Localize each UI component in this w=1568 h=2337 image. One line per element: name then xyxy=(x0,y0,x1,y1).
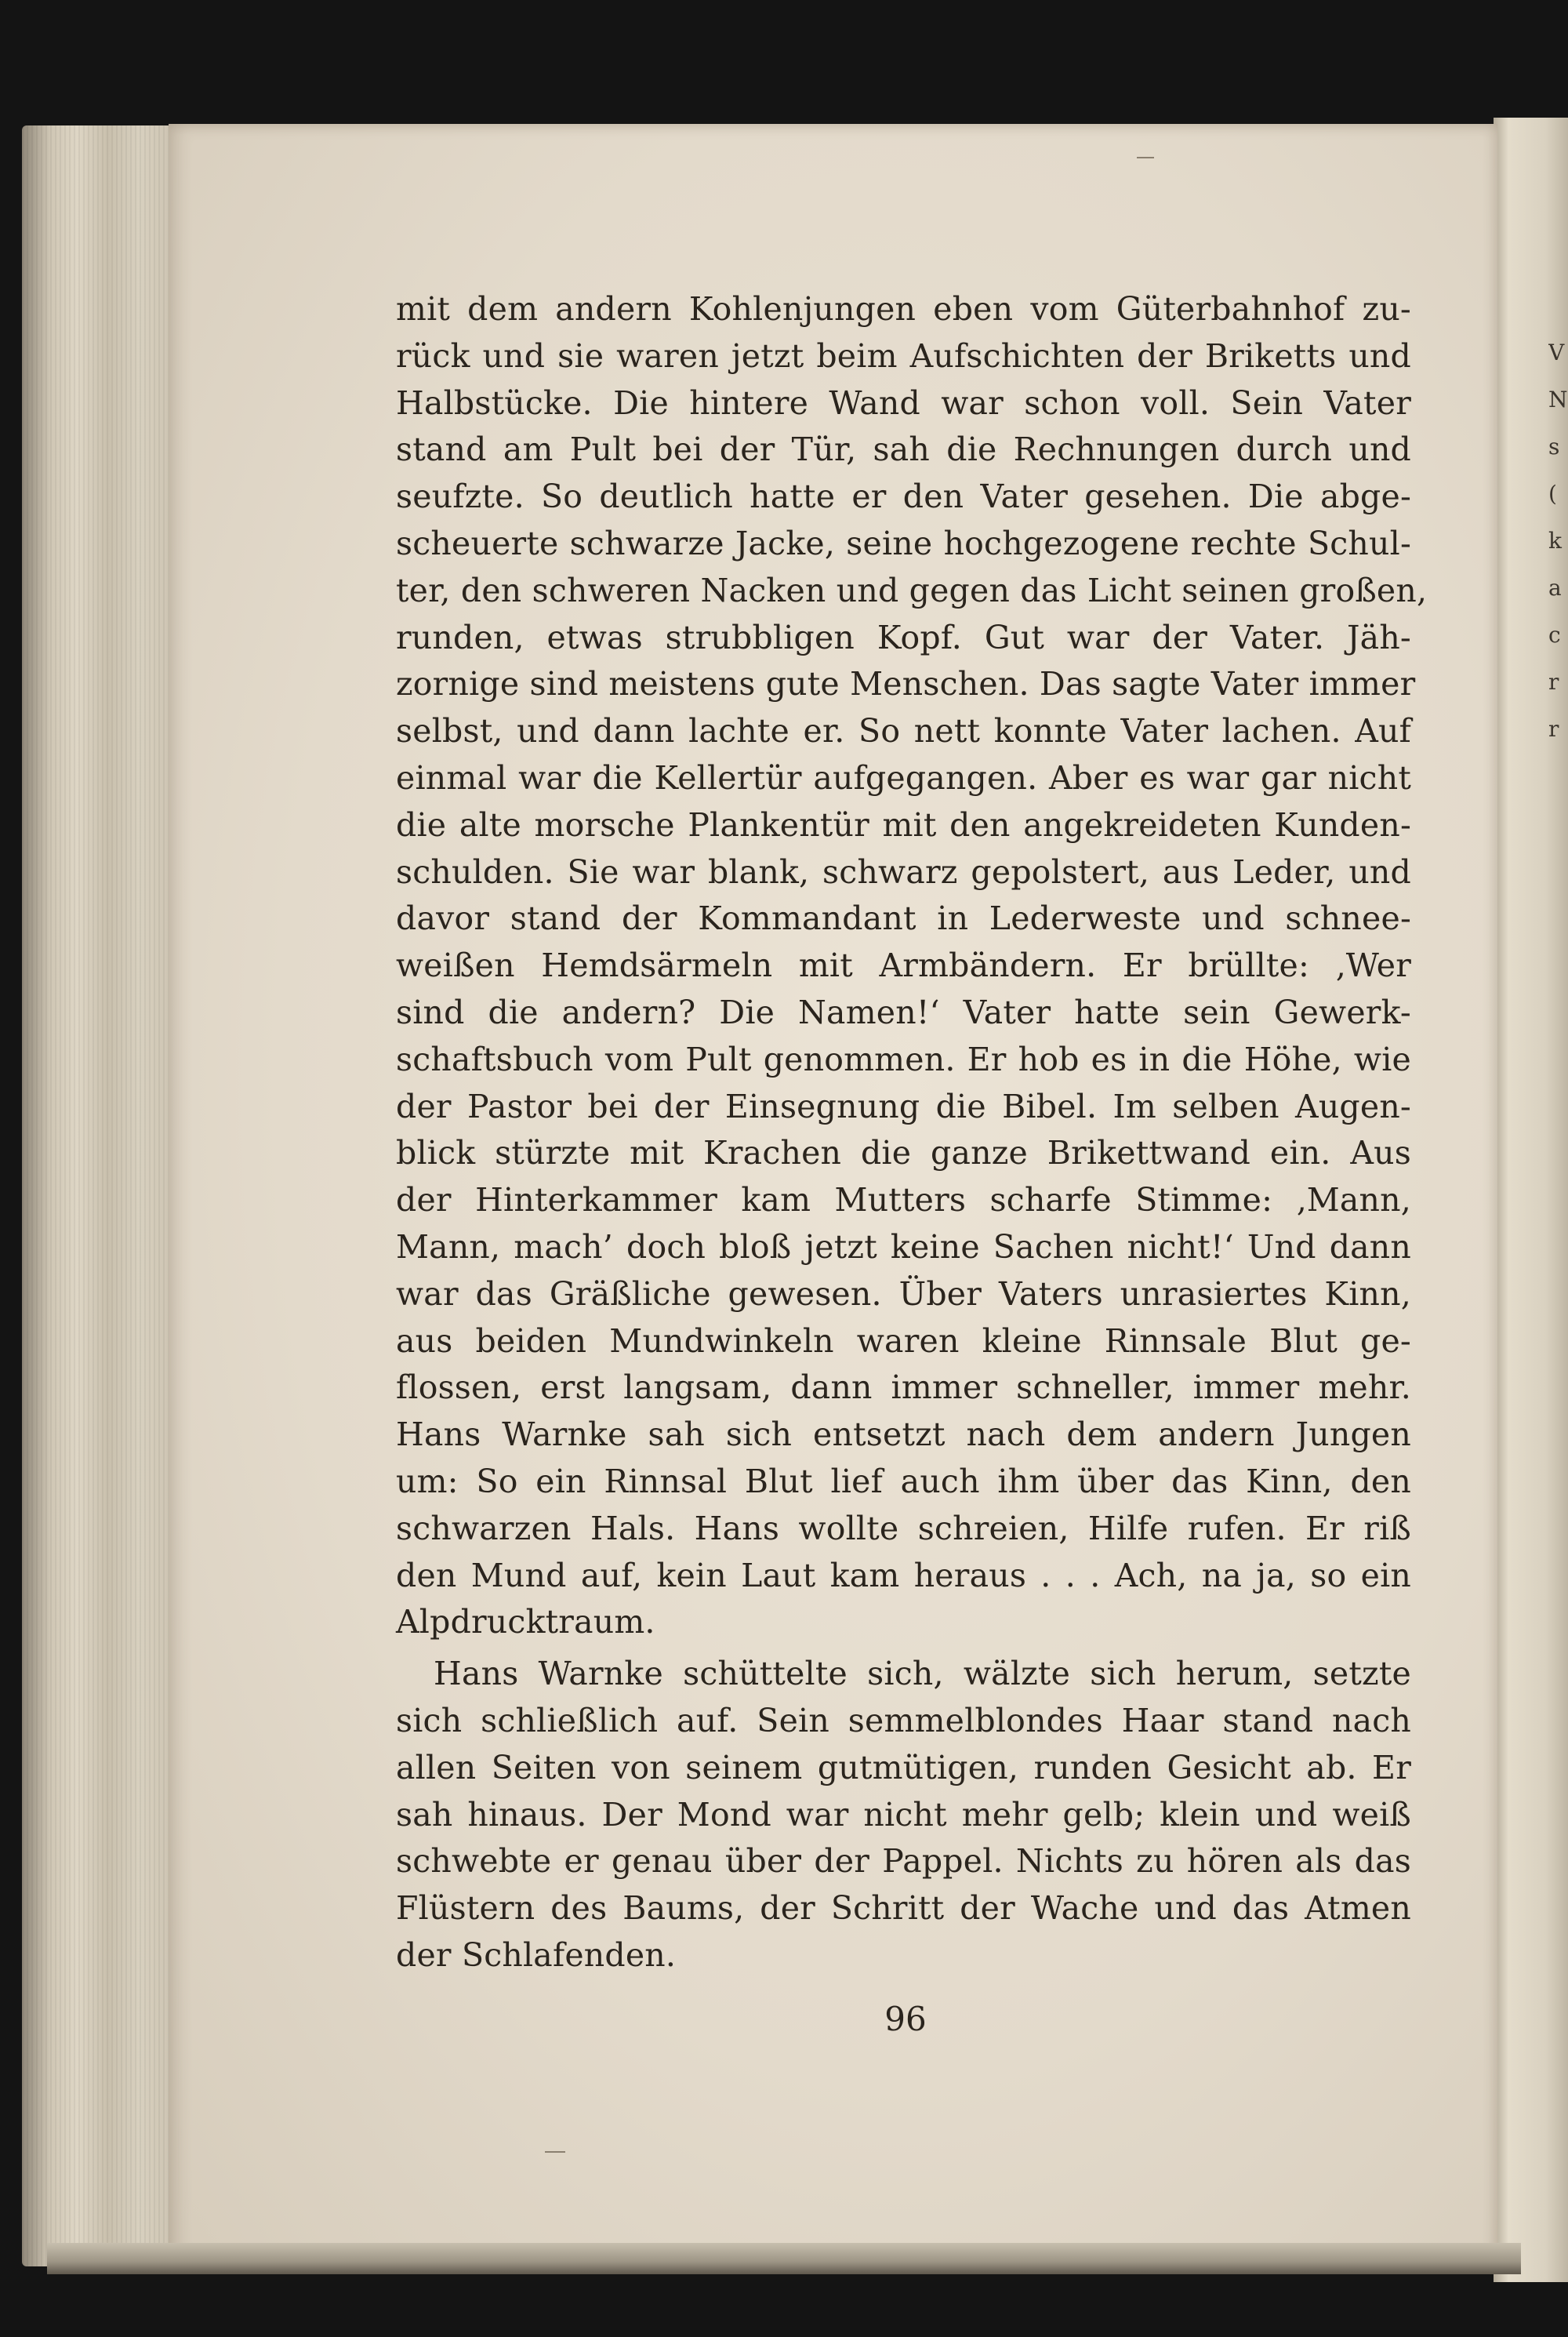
text-line: schwarzen Hals. Hans wollte schreien, Hilfe rufen. Er riß xyxy=(396,1509,1411,1547)
adjacent-page-fragment: c xyxy=(1548,622,1561,648)
adjacent-page-fragment: N xyxy=(1548,387,1568,413)
text-line: Halbstücke. Die hintere Wand war schon voll. Sein Vater xyxy=(396,383,1411,422)
adjacent-page-fragment: r xyxy=(1548,669,1559,695)
adjacent-page-edge xyxy=(1494,118,1568,2282)
text-line: der Schlafenden. xyxy=(396,1935,677,1974)
text-line: sah hinaus. Der Mond war nicht mehr gelb; klein und weiß xyxy=(396,1795,1411,1834)
text-line: um: So ein Rinnsal Blut lief auch ihm über das Kinn, den xyxy=(396,1462,1411,1500)
text-line: Alpdrucktraum. xyxy=(396,1603,655,1641)
text-line: zornige sind meistens gute Menschen. Das sagte Vater immer xyxy=(396,665,1416,703)
text-line: davor stand der Kommandant in Lederweste und schnee- xyxy=(396,900,1411,938)
text-line: runden, etwas strubbligen Kopf. Gut war der Vater. Jäh- xyxy=(396,618,1411,656)
text-line: rück und sie waren jetzt beim Aufschichten der Briketts und xyxy=(396,336,1411,375)
text-line: der Hinterkammer kam Mutters scharfe Stimme: ‚Mann, xyxy=(396,1181,1411,1219)
text-line: selbst, und dann lachte er. So nett konnte Vater lachen. Auf xyxy=(396,712,1411,751)
adjacent-page-fragment: k xyxy=(1548,528,1562,554)
text-line: schulden. Sie war blank, schwarz gepolstert, aus Leder, und xyxy=(396,852,1411,891)
text-line: der Pastor bei der Einsegnung die Bibel. Im selben Augen- xyxy=(396,1087,1411,1125)
text-line: einmal war die Kellertür aufgegangen. Aber es war gar nicht xyxy=(396,758,1411,797)
text-line: Hans Warnke schüttelte sich, wälzte sich herum, setzte xyxy=(434,1655,1411,1693)
text-line: mit dem andern Kohlenjungen eben vom Güterbahnhof zu- xyxy=(396,290,1411,328)
text-line: sich schließlich auf. Sein semmelblondes Haar stand nach xyxy=(396,1701,1411,1739)
adjacent-page-fragment: V xyxy=(1548,340,1565,365)
adjacent-page-fragment: ( xyxy=(1548,481,1557,507)
text-line: weißen Hemdsärmeln mit Armbändern. Er brüllte: ‚Wer xyxy=(396,947,1411,985)
text-line: ter, den schweren Nacken und gegen das Licht seinen großen, xyxy=(396,571,1428,609)
page-mark xyxy=(1137,157,1154,158)
text-line: Hans Warnke sah sich entsetzt nach dem andern Jungen xyxy=(396,1416,1411,1454)
text-line: den Mund auf, kein Laut kam heraus . . . Ach, na ja, so ein xyxy=(396,1556,1411,1594)
text-line: allen Seiten von seinem gutmütigen, runden Gesicht ab. Er xyxy=(396,1748,1411,1786)
adjacent-page-fragment: r xyxy=(1548,716,1559,742)
page-bottom-edge xyxy=(47,2243,1521,2274)
text-line: Mann, mach’ doch bloß jetzt keine Sachen nicht!‘ Und dann xyxy=(396,1227,1411,1266)
text-line: sind die andern? Die Namen!‘ Vater hatte sein Gewerk- xyxy=(396,993,1411,1031)
adjacent-page-fragment: s xyxy=(1548,434,1560,460)
page-number: 96 xyxy=(884,2000,927,2038)
text-line: schwebte er genau über der Pappel. Nichts zu hören als das xyxy=(396,1842,1411,1881)
body-text xyxy=(396,286,1428,1979)
page-mark xyxy=(545,2151,565,2153)
text-line: scheuerte schwarze Jacke, seine hochgezogene rechte Schul- xyxy=(396,524,1411,562)
text-line: die alte morsche Plankentür mit den angekreideten Kunden- xyxy=(396,805,1411,844)
text-line: seufzte. So deutlich hatte er den Vater gesehen. Die abge- xyxy=(396,478,1411,516)
text-line: Flüstern des Baums, der Schritt der Wache und das Atmen xyxy=(396,1889,1411,1928)
text-line: war das Gräßliche gewesen. Über Vaters unrasiertes Kinn, xyxy=(396,1274,1411,1313)
text-line: aus beiden Mundwinkeln waren kleine Rinnsale Blut ge- xyxy=(396,1321,1411,1360)
adjacent-page-fragment: a xyxy=(1548,575,1562,601)
text-line: flossen, erst langsam, dann immer schneller, immer mehr. xyxy=(396,1368,1411,1407)
book-page-stack-left xyxy=(22,125,179,2266)
text-line: stand am Pult bei der Tür, sah die Rechnungen durch und xyxy=(396,431,1411,469)
text-line: blick stürzte mit Krachen die ganze Brikettwand ein. Aus xyxy=(396,1134,1411,1172)
text-line: schaftsbuch vom Pult genommen. Er hob es in die Höhe, wie xyxy=(396,1040,1411,1078)
